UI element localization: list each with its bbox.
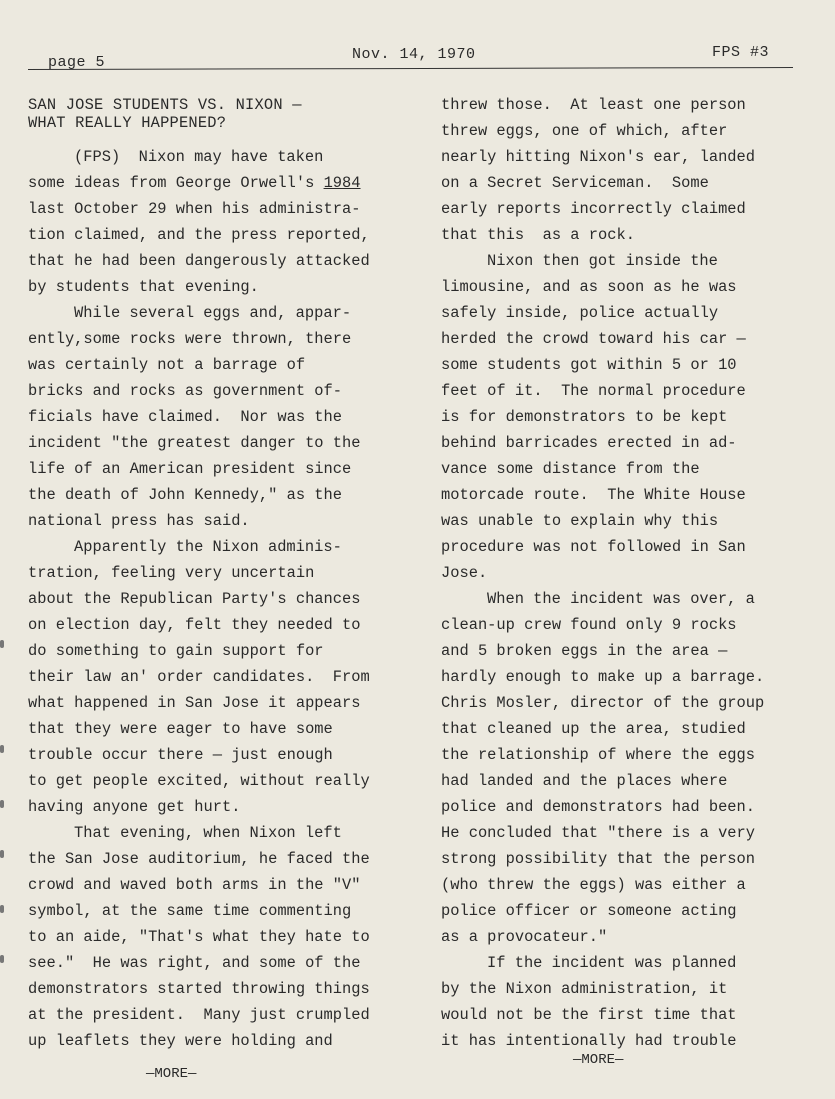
text-line: clean-up crew found only 9 rocks xyxy=(441,616,737,634)
text-line: trouble occur there — just enough xyxy=(28,746,333,764)
text-line: it has intentionally had trouble xyxy=(441,1032,737,1050)
text-line: national press has said. xyxy=(28,512,250,530)
text-line: He concluded that "there is a very xyxy=(441,824,756,842)
page-number: page 5 xyxy=(48,54,106,71)
text-line: on a Secret Serviceman. Some xyxy=(441,174,709,192)
issue-date: Nov. 14, 1970 xyxy=(352,46,476,63)
more-marker-right: —MORE— xyxy=(573,1052,624,1068)
text-line: Jose. xyxy=(441,564,488,582)
text-line: police and demonstrators had been. xyxy=(441,798,756,816)
text-line: would not be the first time that xyxy=(441,1006,737,1024)
issue-number: FPS #3 xyxy=(712,44,770,61)
text-line: the death of John Kennedy," as the xyxy=(28,486,343,504)
text-line: as a provocateur." xyxy=(441,928,608,946)
text-line: procedure was not followed in San xyxy=(441,538,746,556)
left-column xyxy=(28,92,420,1054)
text-line: bricks and rocks as government of- xyxy=(28,382,343,400)
text-line: see." He was right, and some of the xyxy=(28,954,361,972)
text-line: some ideas from George Orwell's 1984 xyxy=(28,174,361,192)
text-line: last October 29 when his administra- xyxy=(28,200,361,218)
article-headline xyxy=(28,96,420,132)
text-line: crowd and waved both arms in the "V" xyxy=(28,876,361,894)
right-column xyxy=(441,92,811,1054)
text-line: at the president. Many just crumpled xyxy=(28,1006,370,1024)
text-line: Apparently the Nixon adminis- xyxy=(74,538,342,556)
text-line: to an aide, "That's what they hate to xyxy=(28,928,370,946)
text-line: was certainly not a barrage of xyxy=(28,356,306,374)
text-line: the relationship of where the eggs xyxy=(441,746,756,764)
text-line: Nixon then got inside the xyxy=(487,252,718,270)
text-line: and 5 broken eggs in the area — xyxy=(441,642,728,660)
text-line: threw those. At least one person xyxy=(441,96,746,114)
text-line: about the Republican Party's chances xyxy=(28,590,361,608)
text-line: on election day, felt they needed to xyxy=(28,616,361,634)
text-line: vance some distance from the xyxy=(441,460,700,478)
headline-line: SAN JOSE STUDENTS VS. NIXON — xyxy=(28,96,302,114)
text-line: do something to gain support for xyxy=(28,642,324,660)
text-line: some students got within 5 or 10 xyxy=(441,356,737,374)
text-line: threw eggs, one of which, after xyxy=(441,122,728,140)
text-line: nearly hitting Nixon's ear, landed xyxy=(441,148,756,166)
text-line: is for demonstrators to be kept xyxy=(441,408,728,426)
text-line: (FPS) Nixon may have taken xyxy=(74,148,324,166)
more-marker-left: —MORE— xyxy=(146,1066,197,1082)
text-line: ently,some rocks were thrown, there xyxy=(28,330,352,348)
text-line: That evening, when Nixon left xyxy=(74,824,342,842)
text-line: Chris Mosler, director of the group xyxy=(441,694,765,712)
text-line: that he had been dangerously attacked xyxy=(28,252,370,270)
text-line: having anyone get hurt. xyxy=(28,798,241,816)
text-line: that this as a rock. xyxy=(441,226,635,244)
text-line: strong possibility that the person xyxy=(441,850,756,868)
text-line: life of an American president since xyxy=(28,460,352,478)
text-line: was unable to explain why this xyxy=(441,512,719,530)
text-line: tion claimed, and the press reported, xyxy=(28,226,370,244)
text-line: ficials have claimed. Nor was the xyxy=(28,408,343,426)
text-line: If the incident was planned xyxy=(487,954,737,972)
text-line: demonstrators started throwing things xyxy=(28,980,370,998)
text-line: (who threw the eggs) was either a xyxy=(441,876,746,894)
text-line: motorcade route. The White House xyxy=(441,486,746,504)
text-line: up leaflets they were holding and xyxy=(28,1032,333,1050)
text-line: incident "the greatest danger to the xyxy=(28,434,361,452)
article-body-right xyxy=(441,92,811,1054)
text-line: When the incident was over, a xyxy=(487,590,755,608)
text-line: early reports incorrectly claimed xyxy=(441,200,746,218)
text-line: tration, feeling very uncertain xyxy=(28,564,315,582)
book-title-underline: 1984 xyxy=(323,174,361,192)
text-line: what happened in San Jose it appears xyxy=(28,694,361,712)
text-line: While several eggs and, appar- xyxy=(74,304,352,322)
text-line: the San Jose auditorium, he faced the xyxy=(28,850,370,868)
text-line: police officer or someone acting xyxy=(441,902,737,920)
text-line: their law an' order candidates. From xyxy=(28,668,370,686)
text-line: by students that evening. xyxy=(28,278,259,296)
text-line: feet of it. The normal procedure xyxy=(441,382,746,400)
text-line: hardly enough to make up a barrage. xyxy=(441,668,765,686)
text-line: that they were eager to have some xyxy=(28,720,333,738)
header-rule xyxy=(28,67,793,70)
headline-line: WHAT REALLY HAPPENED? xyxy=(28,114,227,132)
text-line: had landed and the places where xyxy=(441,772,728,790)
text-line: that cleaned up the area, studied xyxy=(441,720,746,738)
text-line: herded the crowd toward his car — xyxy=(441,330,746,348)
text-line: by the Nixon administration, it xyxy=(441,980,728,998)
text-line: to get people excited, without really xyxy=(28,772,370,790)
text-line: symbol, at the same time commenting xyxy=(28,902,352,920)
text-line: limousine, and as soon as he was xyxy=(441,278,737,296)
text-line: safely inside, police actually xyxy=(441,304,719,322)
text-line: behind barricades erected in ad- xyxy=(441,434,737,452)
article-body-left xyxy=(28,144,420,1054)
